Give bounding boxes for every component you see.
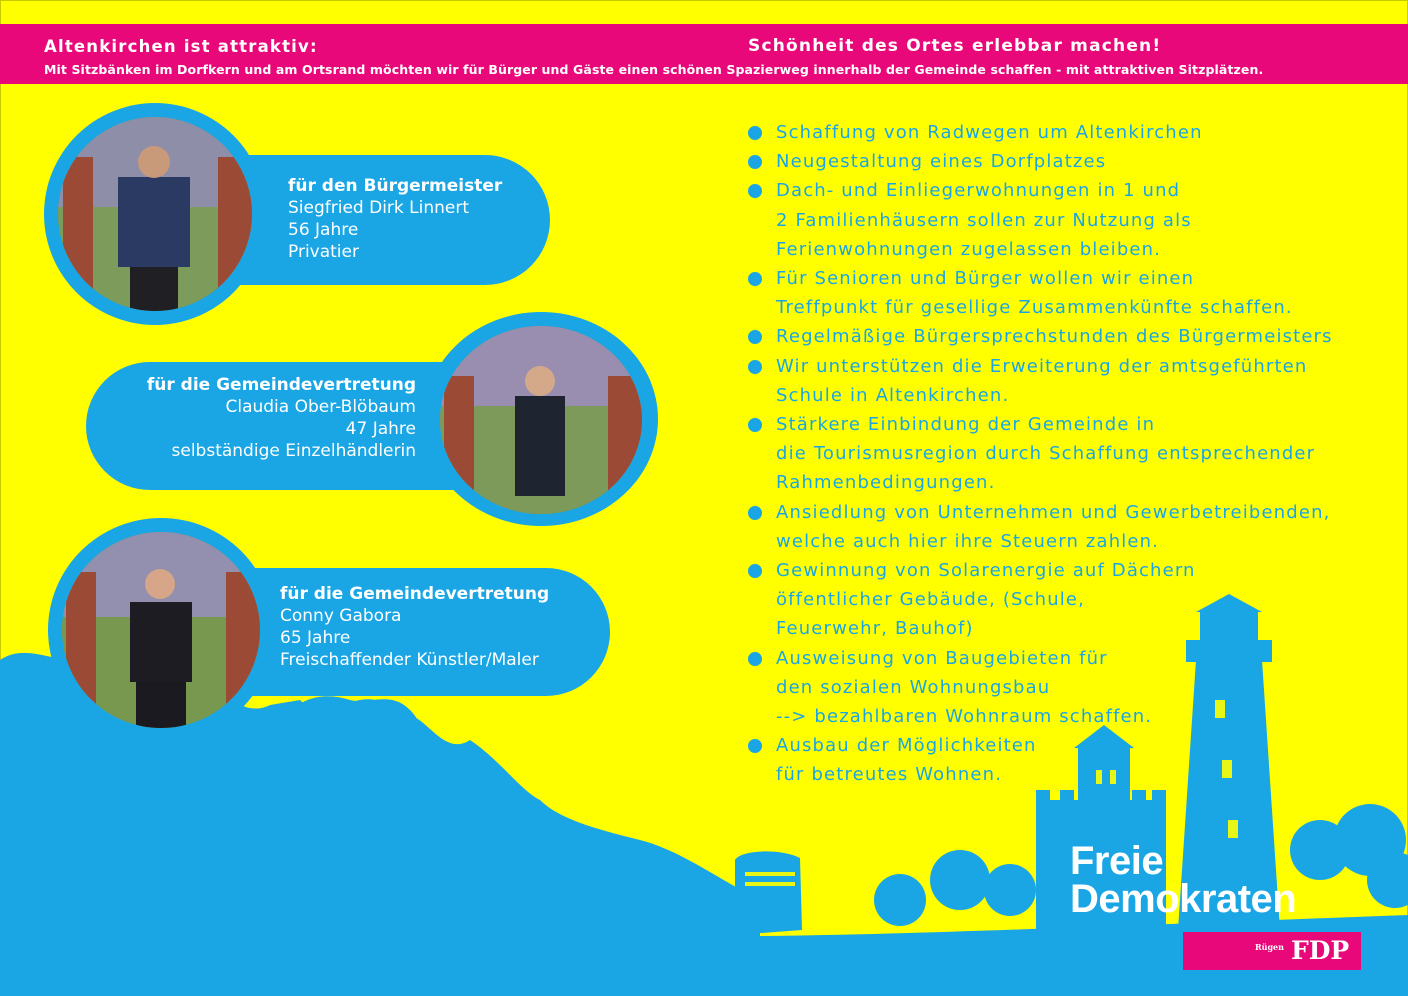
bullet-dot-icon — [748, 360, 762, 374]
bullet-dot-icon — [748, 739, 762, 753]
bullet-dot-icon — [748, 155, 762, 169]
bullet-dot-icon — [748, 652, 762, 666]
candidate-photo-ober-bloebaum — [440, 326, 642, 514]
logo-line-2: Demokraten — [1070, 877, 1297, 921]
program-list — [748, 118, 1333, 790]
candidate-age: 47 Jahre — [345, 419, 416, 439]
program-item-line: --> bezahlbaren Wohnraum schaffen. — [776, 706, 1153, 728]
program-item — [748, 410, 1333, 498]
program-item-line: Wir unterstützen die Erweiterung der amtsgeführten — [776, 355, 1308, 377]
program-item-line: Regelmäßige Bürgersprechstunden des Bürgermeisters — [776, 326, 1333, 348]
candidate-age: 56 Jahre — [288, 220, 359, 240]
top-banner — [0, 24, 1408, 84]
candidate-name: Siegfried Dirk Linnert — [288, 198, 470, 218]
bullet-dot-icon — [748, 126, 762, 140]
candidate-occupation: Freischaffender Künstler/Maler — [280, 650, 539, 670]
program-item-line: für betreutes Wohnen. — [776, 764, 1003, 786]
program-item-line: Treffpunkt für gesellige Zusammenkünfte schaffen. — [776, 297, 1293, 319]
fdp-party: FDP — [1291, 936, 1350, 965]
program-item-line: Für Senioren und Bürger wollen wir einen — [776, 268, 1195, 290]
bullet-dot-icon — [748, 272, 762, 286]
program-item — [748, 644, 1333, 732]
banner-subline: Mit Sitzbänken im Dorfkern und am Ortsrand möchten wir für Bürger und Gäste einen schönen Spazierweg innerhalb der Gemeinde schaffen - mit attraktiven Sitzplätzen. — [44, 62, 1264, 77]
program-item-line: Rahmenbedingungen. — [776, 472, 996, 494]
program-item-line: Neugestaltung eines Dorfplatzes — [776, 151, 1107, 173]
candidate-name: Claudia Ober-Blöbaum — [225, 397, 416, 417]
program-item — [748, 264, 1333, 322]
candidate-name: Conny Gabora — [280, 606, 402, 626]
program-item — [748, 352, 1333, 410]
program-item — [748, 118, 1333, 147]
program-item-line: Ferienwohnungen zugelassen bleiben. — [776, 238, 1162, 260]
logo-line-1: Freie — [1070, 839, 1164, 883]
candidate-role: für die Gemeindevertretung — [280, 584, 550, 604]
program-item-line: Ausbau der Möglichkeiten — [776, 735, 1037, 757]
program-item — [748, 176, 1333, 264]
program-item-line: Dach- und Einliegerwohnungen in 1 und — [776, 180, 1181, 202]
program-item-line: Gewinnung von Solarenergie auf Dächern — [776, 560, 1196, 582]
program-item-line: Schaffung von Radwegen um Altenkirchen — [776, 122, 1203, 143]
candidate-role: für den Bürgermeister — [288, 176, 503, 196]
candidate-occupation: Privatier — [288, 242, 359, 262]
program-item-line: Ansiedlung von Unternehmen und Gewerbetreibenden, — [776, 501, 1331, 523]
bullet-dot-icon — [748, 330, 762, 344]
bullet-dot-icon — [748, 506, 762, 520]
program-item-line: öffentlicher Gebäude, (Schule, — [776, 589, 1086, 611]
program-item-line: welche auch hier ihre Steuern zahlen. — [776, 530, 1160, 552]
fdp-badge — [1183, 932, 1361, 970]
program-item-line: die Tourismusregion durch Schaffung entsprechender — [776, 443, 1316, 465]
candidate-role: für die Gemeindevertretung — [146, 375, 416, 395]
program-item-line: 2 Familienhäusern sollen zur Nutzung als — [776, 209, 1192, 231]
banner-left-heading: Altenkirchen ist attraktiv: — [44, 37, 318, 56]
program-item — [748, 731, 1333, 789]
program-item-line: Feuerwehr, Bauhof) — [776, 618, 974, 640]
program-item — [748, 556, 1333, 644]
fdp-region: Rügen — [1255, 942, 1284, 952]
program-item-line: Stärkere Einbindung der Gemeinde in — [776, 414, 1156, 436]
bullet-dot-icon — [748, 184, 762, 198]
candidate-occupation: selbständige Einzelhändlerin — [171, 441, 416, 461]
freie-demokraten-logo — [1070, 839, 1297, 921]
bullet-dot-icon — [748, 418, 762, 432]
beach-chair — [735, 851, 802, 935]
program-item — [748, 147, 1333, 176]
program-item — [748, 322, 1333, 351]
program-item — [748, 498, 1333, 556]
candidate-photo-linnert — [58, 117, 252, 311]
banner-right-heading: Schönheit des Ortes erlebbar machen! — [748, 36, 1162, 56]
program-item-line: Ausweisung von Baugebieten für — [776, 647, 1108, 669]
bullet-dot-icon — [748, 564, 762, 578]
program-item-line: Schule in Altenkirchen. — [776, 384, 1010, 406]
program-item-line: den sozialen Wohnungsbau — [776, 676, 1051, 698]
candidate-age: 65 Jahre — [280, 628, 351, 648]
candidate-photo-gabora — [62, 532, 260, 728]
